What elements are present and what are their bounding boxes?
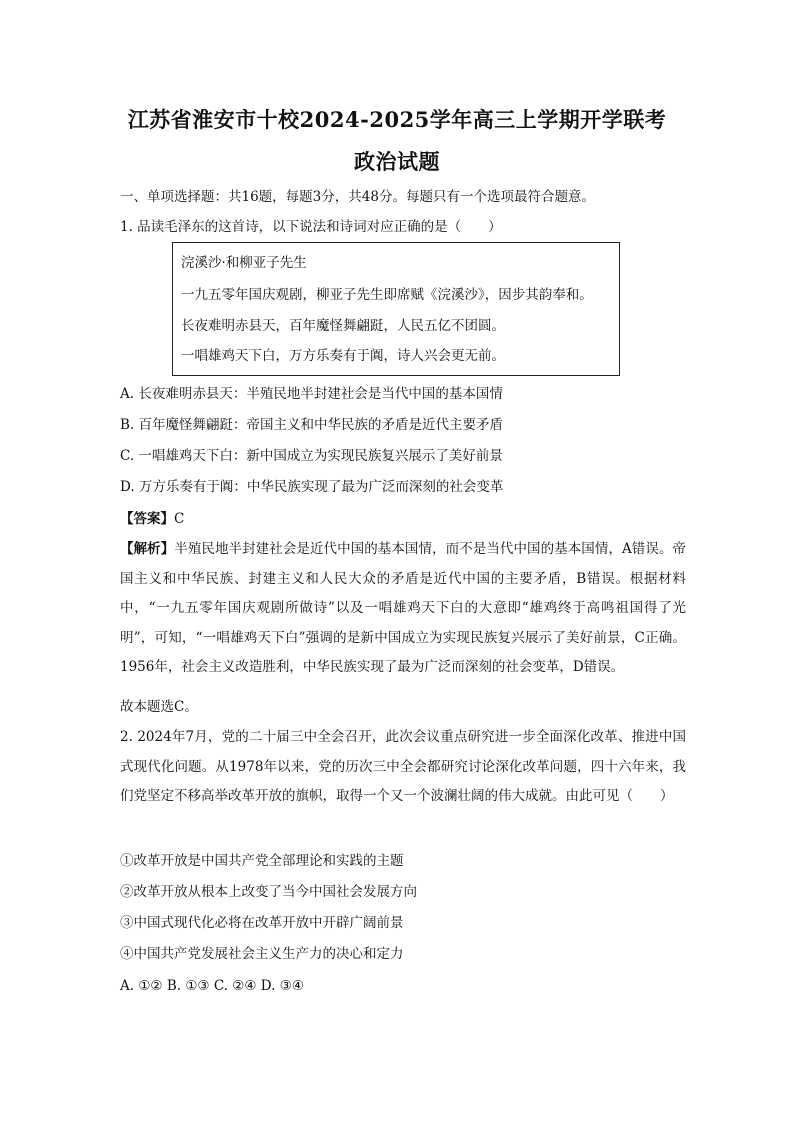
q2-options: A. ①② B. ①③ C. ②④ D. ③④ (120, 978, 304, 994)
q2-stem: 2. 2024年7月，党的二十届三中全会召开，此次会议重点研究进一步全面深化改革、推进中国式现代化问题。从1978年以来，党的历次三中全会都研究讨论深化改革问题，四十六年来，我们党坚定不移高举改革开放的旗帜，取得一个又一个波澜壮阔的伟大成就。由此可见（ ） (120, 729, 686, 804)
poem-preface: 一九五零年国庆观剧，柳亚子先生即席赋《浣溪沙》，因步其韵奉和。 (181, 287, 593, 303)
q1-analysis (120, 535, 686, 683)
q2-item-1: ①改革开放是中国共产党全部理论和实践的主题 (120, 853, 404, 869)
section-instruction: 一、单项选择题：共16题，每题3分，共48分。每题只有一个选项最符合题意。 (120, 189, 595, 205)
analysis-text: 半殖民地半封建社会是近代中国的基本国情，而不是当代中国的基本国情，A错误。帝国主义和中华民族、封建主义和人民大众的矛盾是近代中国的主要矛盾，B错误。根据材料中，“一九五零年国庆观剧所做诗”以及一唱雄鸡天下白的大意即“雄鸡终于高鸣祖国得了光明”，可知，“一唱雄鸡天下白”强调的是新中国成立为实现民族复兴展示了美好前景，C正确。1956年，社会主义改造胜利，中华民族实现了最为广泛而深刻的社会变革，D错误。 (120, 541, 687, 675)
answer-value: C (174, 511, 185, 527)
q1-stem: 1. 品读毛泽东的这首诗，以下说法和诗词对应正确的是（ ） (120, 219, 502, 235)
poem-box (172, 242, 620, 376)
q2-item-4: ④中国共产党发展社会主义生产力的决心和定力 (120, 946, 404, 962)
poem-line-2: 一唱雄鸡天下白，万方乐奏有于阗，诗人兴会更无前。 (181, 348, 505, 364)
q1-option-c: C. 一唱雄鸡天下白：新中国成立为实现民族复兴展示了美好前景 (120, 448, 503, 464)
q1-option-d: D. 万方乐奏有于阗：中华民族实现了最为广泛而深刻的社会变革 (120, 479, 504, 495)
poem-title: 浣溪沙·和柳亚子先生 (181, 255, 307, 271)
q2-item-3: ③中国式现代化必将在改革开放中开辟广阔前景 (120, 915, 404, 931)
exam-subject-title: 政治试题 (354, 149, 440, 174)
q1-answer (120, 510, 184, 528)
q1-option-b: B. 百年魔怪舞翩跹：帝国主义和中华民族的矛盾是近代主要矛盾 (120, 417, 504, 433)
exam-title: 江苏省淮安市十校2024-2025学年高三上学期开学联考 (127, 107, 667, 132)
q1-option-a: A. 长夜难明赤县天：半殖民地半封建社会是当代中国的基本国情 (120, 386, 503, 402)
q1-conclusion: 故本题选C。 (120, 699, 198, 715)
poem-line-1: 长夜难明赤县天，百年魔怪舞翩跹，人民五亿不团圆。 (181, 318, 505, 334)
q2-item-2: ②改革开放从根本上改变了当今中国社会发展方向 (120, 884, 417, 900)
answer-label: 【答案】 (120, 511, 174, 527)
analysis-label: 【解析】 (120, 541, 175, 557)
